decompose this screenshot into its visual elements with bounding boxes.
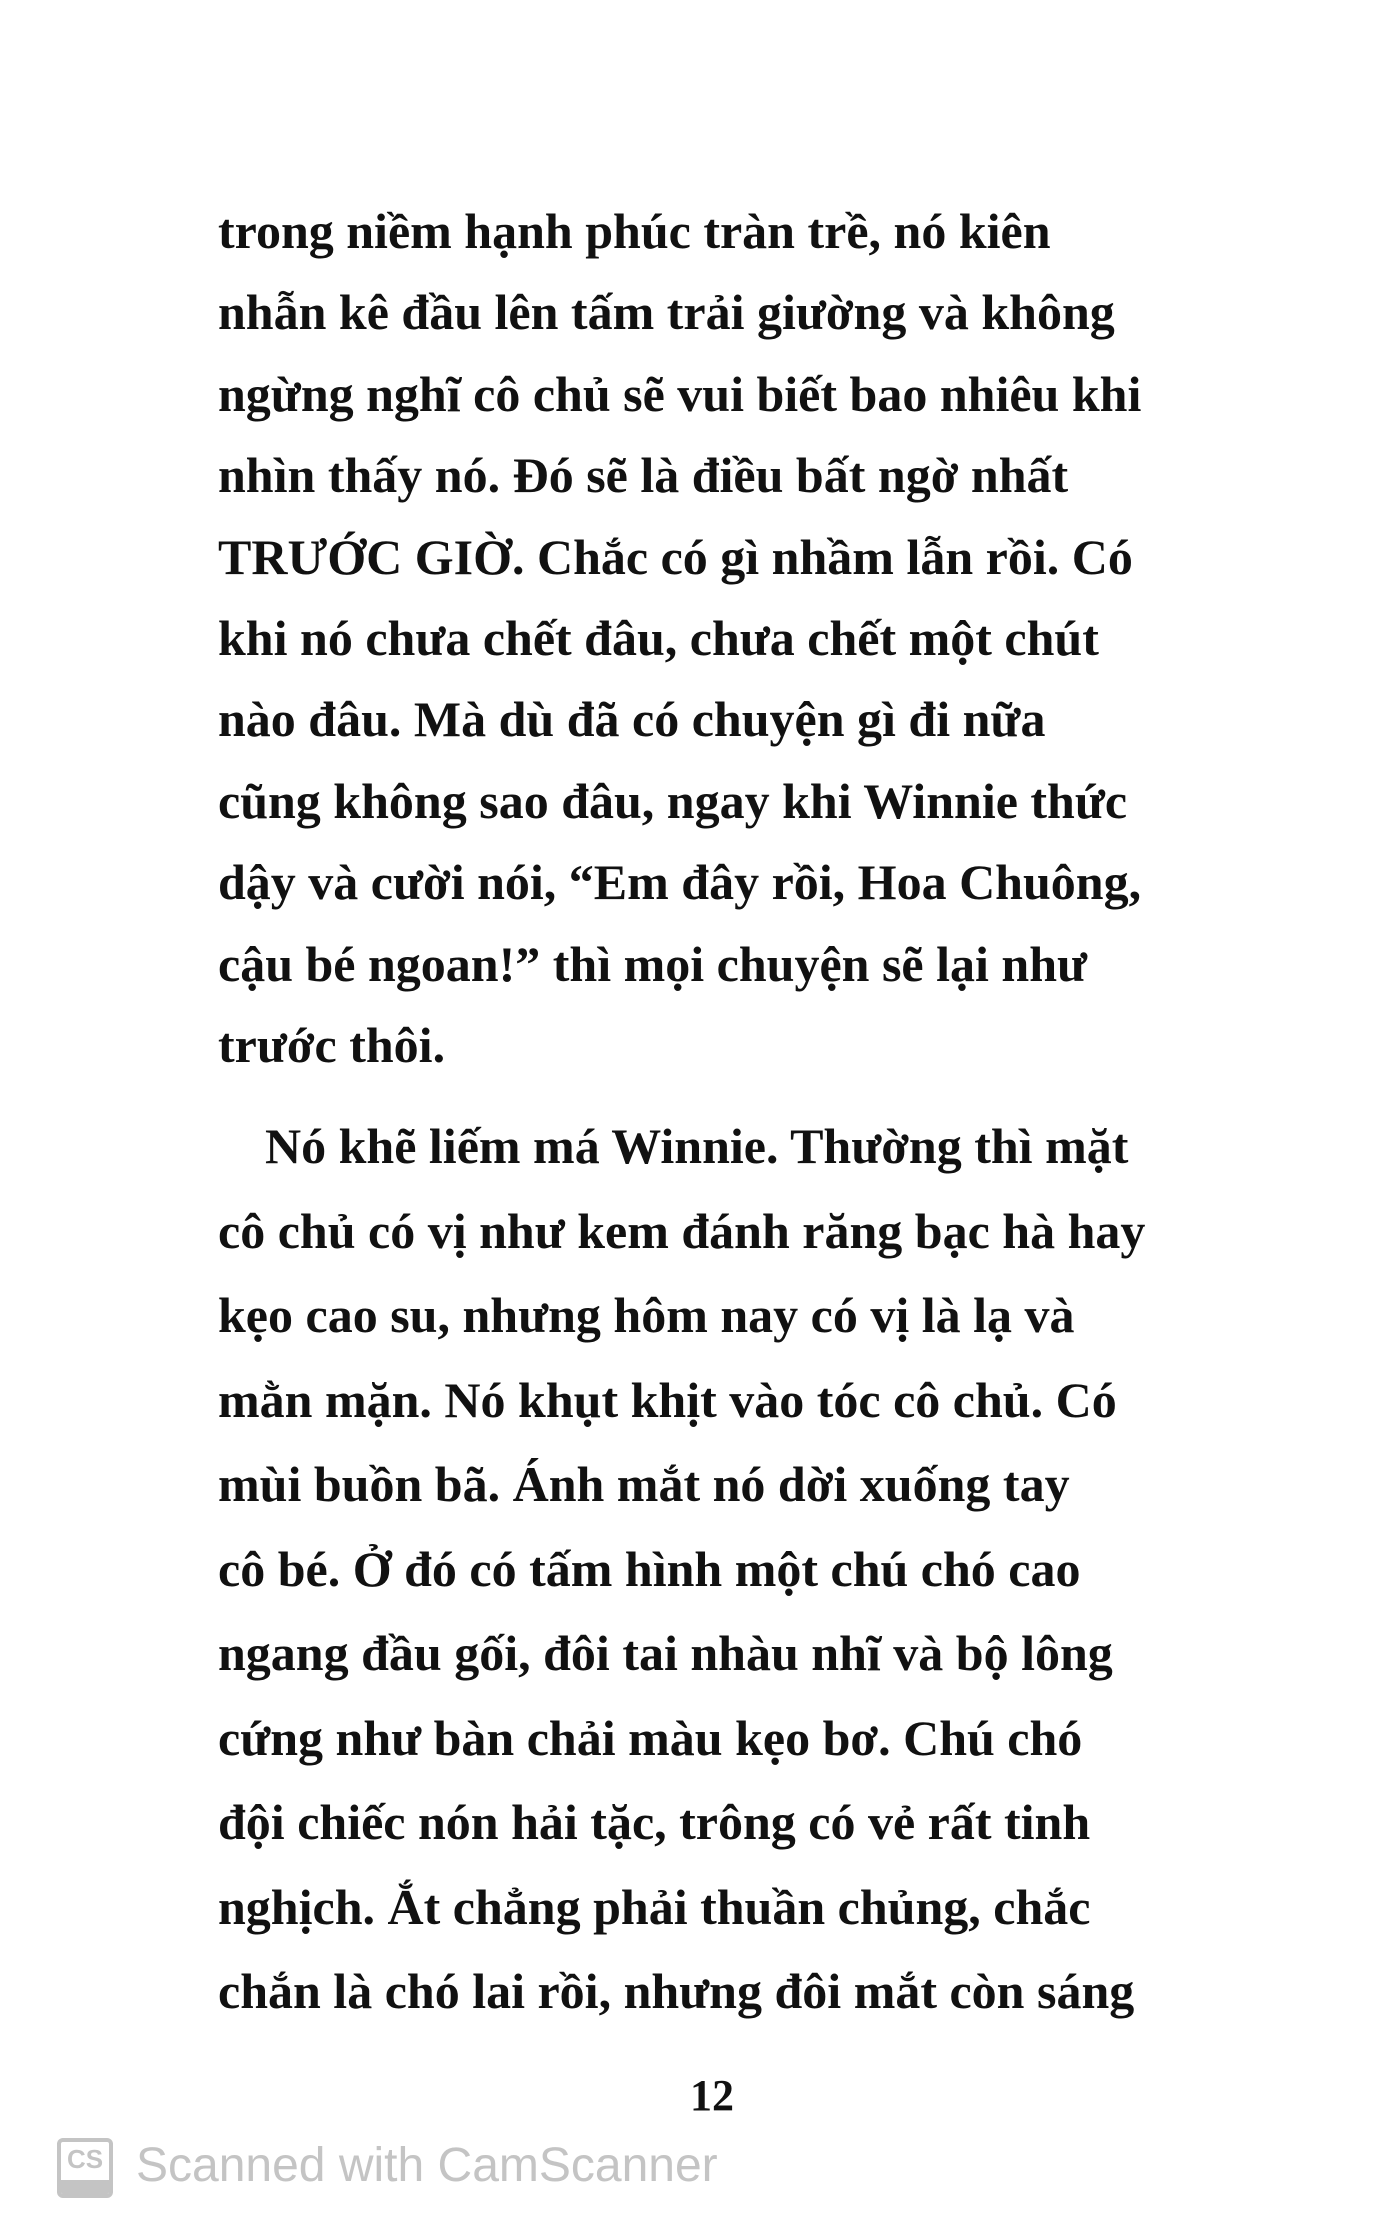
text-line: cậu bé ngoan!” thì mọi chuyện sẽ lại như: [218, 935, 1088, 992]
text-line: đội chiếc nón hải tặc, trông có vẻ rất tinh: [218, 1794, 1091, 1850]
text-line: cô bé. Ở đó có tấm hình một chú chó cao: [218, 1540, 1081, 1597]
text-line: chắn là chó lai rồi, nhưng đôi mắt còn sáng: [218, 1963, 1135, 2019]
text-line: ngừng nghĩ cô chủ sẽ vui biết bao nhiêu khi: [218, 365, 1142, 422]
text-line: kẹo cao su, nhưng hôm nay có vị là lạ và: [218, 1287, 1075, 1343]
text-line: mùi buồn bã. Ánh mắt nó dời xuống tay: [218, 1456, 1070, 1512]
text-line: trong niềm hạnh phúc tràn trề, nó kiên: [218, 203, 1051, 259]
logo-bar: [61, 2180, 109, 2194]
text-line: cứng như bàn chải màu kẹo bơ. Chú chó: [218, 1709, 1083, 1766]
text-line: ngang đầu gối, đôi tai nhàu nhĩ và bộ lông: [218, 1625, 1113, 1681]
text-line: nào đâu. Mà dù đã có chuyện gì đi nữa: [218, 691, 1046, 748]
text-line: nghịch. Ắt chẳng phải thuần chủng, chắc: [218, 1878, 1091, 1935]
page-number: 12: [690, 2071, 734, 2120]
text-line: mằn mặn. Nó khụt khịt vào tóc cô chủ. Có: [218, 1371, 1117, 1428]
text-line: Nó khẽ liếm má Winnie. Thường thì mặt: [265, 1118, 1129, 1174]
camscanner-logo-icon: [57, 2138, 113, 2198]
text-line: dậy và cười nói, “Em đây rồi, Hoa Chuông,: [218, 854, 1142, 911]
text-line: TRƯỚC GIỜ. Chắc có gì nhầm lẫn rồi. Có: [218, 528, 1133, 585]
text-line: nhìn thấy nó. Đó sẽ là điều bất ngờ nhất: [218, 447, 1069, 504]
text-line: cô chủ có vị như kem đánh răng bạc hà hay: [218, 1202, 1146, 1259]
text-line: trước thôi.: [218, 1017, 446, 1073]
text-line: nhẫn kê đầu lên tấm trải giường và không: [218, 284, 1115, 341]
logo-text: CS: [66, 2144, 104, 2174]
watermark-text: Scanned with CamScanner: [136, 2139, 718, 2192]
text-line: cũng không sao đâu, ngay khi Winnie thức: [218, 772, 1128, 829]
text-line: khi nó chưa chết đâu, chưa chết một chút: [218, 610, 1099, 666]
